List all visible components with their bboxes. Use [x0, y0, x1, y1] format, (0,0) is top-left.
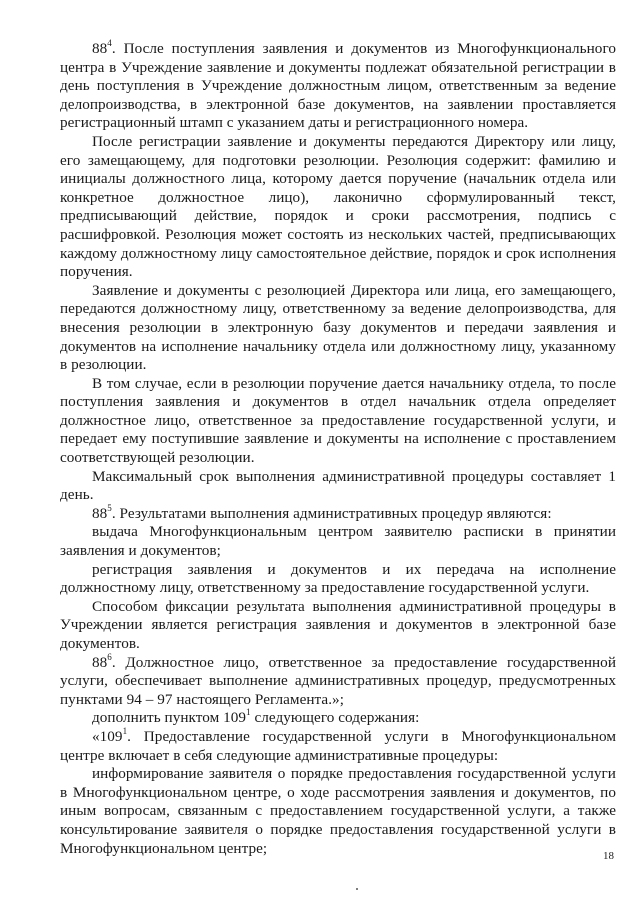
superscript: 5 [107, 502, 112, 513]
scan-speck [356, 888, 358, 890]
paragraph-max-term: Максимальный срок выполнения административной процедуры составляет 1 день. [60, 467, 616, 504]
superscript: 4 [107, 37, 112, 48]
paragraph-lead: 88 [92, 40, 108, 57]
paragraph-88-4 [60, 37, 616, 133]
paragraph-lead: «109 [92, 727, 123, 745]
paragraph-text: . Результатами выполнения административных процедур являются: [111, 504, 552, 522]
paragraph-text: . После поступления заявления и документов из Многофункционального центра в Учреждение заявление и документы подлежат обязательной регистрации в день поступления в Учреждение должностным лицом, ответственным за ведение делопроизводства, в электронной базе документов, на заявлении проставляется регистрационный штамп с указанием даты и регистрационного номера. [60, 40, 616, 132]
paragraph-informing: информирование заявителя о порядке предоставления государственной услуги в Многофункциональном центре, о ходе рассмотрения заявления и документов, по иным вопросам, связанным с предоставлением государственной услуги, а также консультирование заявителя о порядке предоставления государственной услуги в Многофункциональном центре; [60, 765, 616, 857]
document-body [60, 37, 616, 858]
paragraph-registration-transfer: регистрация заявления и документов и их передача на исполнение должностному лицу, ответственному за предоставление государственной услуги. [60, 560, 616, 597]
page-number: 18 [603, 850, 614, 862]
paragraph-text: . Должностное лицо, ответственное за предоставление государственной услуги, обеспечивает выполнение административных процедур, предусмотренных пунктами 94 – 97 настоящего Регламента.»; [60, 653, 616, 708]
superscript: 1 [122, 725, 128, 736]
paragraph-88-5 [60, 502, 616, 524]
paragraph-text: следующего содержания: [250, 709, 420, 727]
paragraph-lead: 88 [92, 653, 108, 671]
paragraph-department-head: В том случае, если в резолюции поручение дается начальнику отдела, то после поступления заявления и документов в отдел начальник отдела определяет должностное лицо, ответственное за предоставление государственной услуги, и передает ему поступившие заявление и документы на исполнение с проставлением соответствующей резолюции. [60, 374, 616, 467]
paragraph-fixation-method: Способом фиксации результата выполнения административной процедуры в Учреждении является регистрация заявления и документов в электронной базе документов. [60, 597, 616, 652]
superscript: 1 [246, 707, 251, 718]
paragraph-88-6 [60, 651, 616, 710]
paragraph-resolution-transfer: Заявление и документы с резолюцией Директора или лица, его замещающего, передаются должностному лицу, ответственному за ведение делопроизводства, для внесения резолюции в электронную базу документов и передачи заявления и документов на исполнение начальнику отдела или должностному лицу, указанному в резолюции. [60, 281, 616, 374]
paragraph-receipt: выдача Многофункциональным центром заявителю расписки в принятии заявления и документов; [60, 523, 616, 560]
paragraph-registration: После регистрации заявление и документы передаются Директору или лицу, его замещающему, для подготовки резолюции. Резолюция содержит: фамилию и инициалы должностного лица, которому дается поручение (начальник отдела или конкретное должностное лицо), лаконично сформулированный текст, предписывающий действие, порядок и сроки рассмотрения, подпись с расшифровкой. Резолюция может состоять из нескольких частей, предписывающих каждому должностному лицу самостоятельное действие, порядок и срок исполнения поручения. [60, 132, 616, 281]
superscript: 6 [107, 651, 112, 662]
paragraph-lead: дополнить пунктом 109 [92, 709, 247, 727]
paragraph-text: . Предоставление государственной услуги в Многофункциональном центре включает в себя следующие административные процедуры: [60, 727, 616, 764]
paragraph-109-1 [60, 725, 616, 765]
paragraph-lead: 88 [92, 504, 108, 522]
paragraph-add-109-1 [60, 709, 616, 728]
